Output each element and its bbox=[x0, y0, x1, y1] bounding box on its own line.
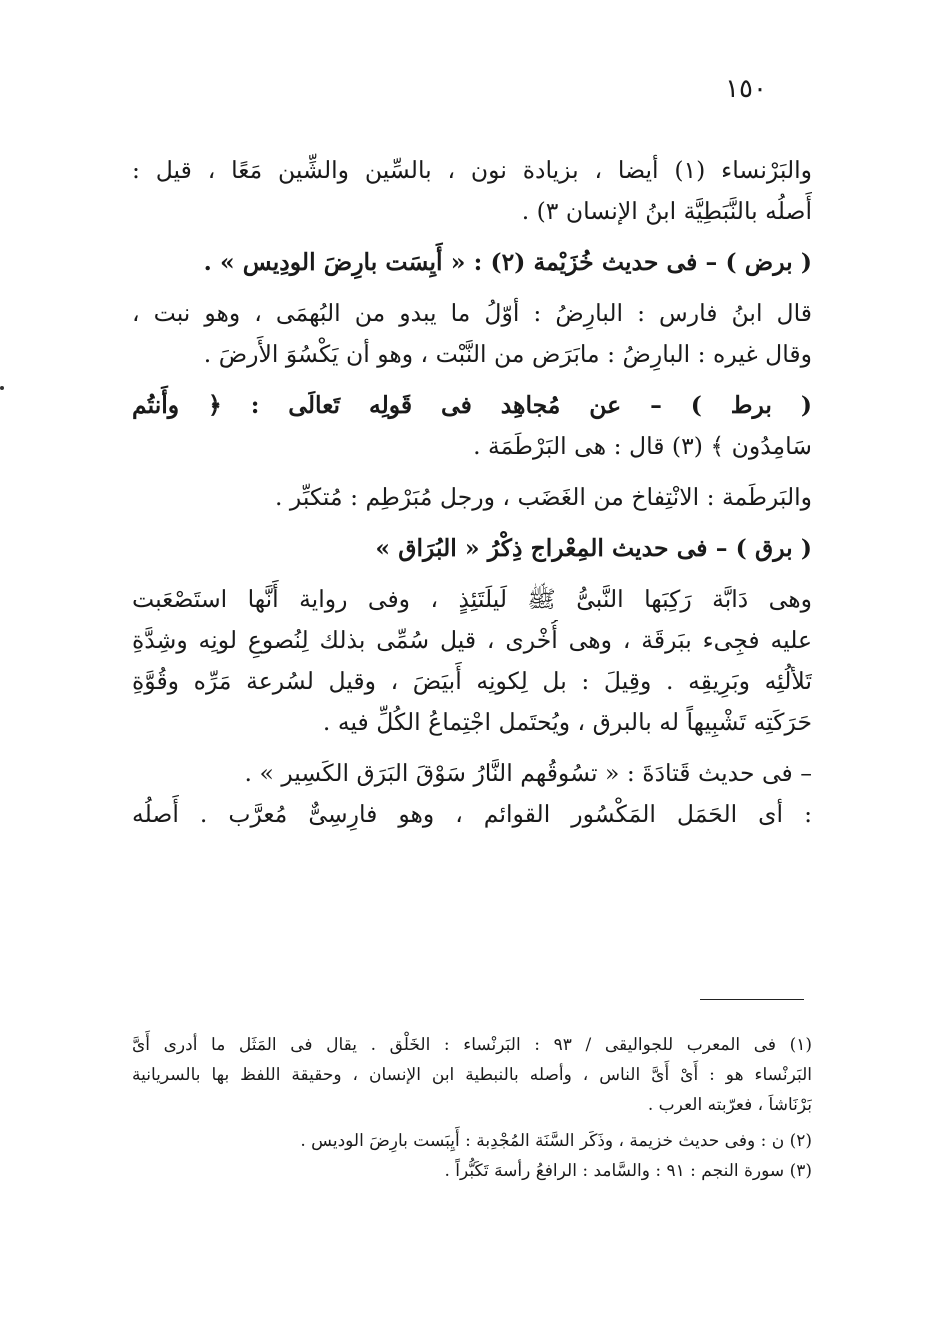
footnote-line: (٣) سورة النجم : ٩١ : والسَّامد : الرافعُ رأسهَ تَكَبُّراً . bbox=[444, 1161, 812, 1181]
text-line: قال ابنُ فارس : البارِضُ : أوّلُ ما يبدو من البُهمَى ، وهو نبت ، bbox=[132, 299, 812, 327]
page-number: ١٥٠ bbox=[725, 74, 767, 104]
main-text bbox=[132, 150, 812, 835]
text-line: والبَرطَمة : الانْتِفاخ من الغَضَب ، ورجل مُبَرْطِم : مُتكبِّر . bbox=[274, 483, 812, 511]
margin-mark bbox=[0, 386, 4, 390]
text-line: وقال غيره : البارِضُ : مابَرَض من النَّبْت ، وهو أن يَكْسُوَ الأَرضَ . bbox=[203, 340, 812, 368]
text-line: حَرَكَتِه تَشْبِيهاً له بالبرق ، ويُحتَمل اجْتِماعُ الكُلِّ فيه . bbox=[322, 708, 812, 736]
footnote-line: البَرنْساء هو : أَىْ أَىَّ الناس ، وأصله بالنبطية ابن الإنسان ، وحقيقة اللفظ بها بالسريانية bbox=[132, 1065, 812, 1085]
footnote-line: (١) فى المعرب للجواليقى / ٩٣ : البَرنْساء : الخَلْق . يقال فى المَثَل ما أدرى أَىَّ bbox=[132, 1035, 812, 1055]
text-line: أَصلُه بالنَّبَطِيَّة ابنُ الإنسان ٣) . bbox=[521, 197, 812, 225]
text-line: وهى دَابَّة رَكِبَها النَّبىُّ ﷺ لَيلَتَئِذٍ ، وفى رواية أَنَّها استَصْعَبت bbox=[132, 585, 812, 613]
text-line: عليه فجِىء ببَرقَة ، وهى أُخْرى ، قيل سُمِّى بذلك لِنُصوعِ لونِه وشِدَّةِ bbox=[132, 626, 812, 654]
entry-heading-bard: ( برض ) – فى حديث خُزَيْمة (٢) : « أَيِسَت بارِضَ الودِيس » . bbox=[203, 248, 812, 276]
entry-heading-barq: ( برق ) – فى حديث المِعْراج ذِكْرُ « البُرَاق » bbox=[375, 534, 812, 562]
text-line: والبَرْنساء (١) أيضا ، بزيادة نون ، بالسِّين والشِّين مَعًا ، قيل : bbox=[132, 156, 812, 184]
text-line: – فى حديث قَتادَةَ : « تسُوقُهم النَّارُ سَوْقَ البَرَق الكَسِير » . bbox=[244, 759, 812, 787]
footnotes bbox=[132, 1030, 812, 1186]
text-line: : أى الحَمَل المَكْسُور القوائم ، وهو فارِسِىٌّ مُعرَّب . أَصلُه bbox=[132, 800, 812, 828]
footnote-line: (٢) ن : وفى حديث خزيمة ، وذَكَر السَّنَة المُجْدِبة : أَيِبَست بارِضَ الوديس . bbox=[300, 1131, 812, 1151]
footnote-separator bbox=[700, 999, 804, 1000]
entry-heading-bart: ( برط ) – عن مُجاهِد فى قَولِه تَعالَى : ﴿ وأَنتُم bbox=[132, 391, 812, 419]
text-line: سَامِدُون ﴾ (٣) قال : هى البَرْطَمَة . bbox=[473, 432, 812, 460]
footnote-line: بَرْنَاشاَ ، فعرّبته العرب . bbox=[647, 1095, 812, 1115]
text-line: تَلألُئِه وبَرِيقِه . وقِيلَ : بل لِكونِه أَبيَضَ ، وقيل لسُرعة مَرِّه وقُوَّةِ bbox=[132, 667, 812, 695]
